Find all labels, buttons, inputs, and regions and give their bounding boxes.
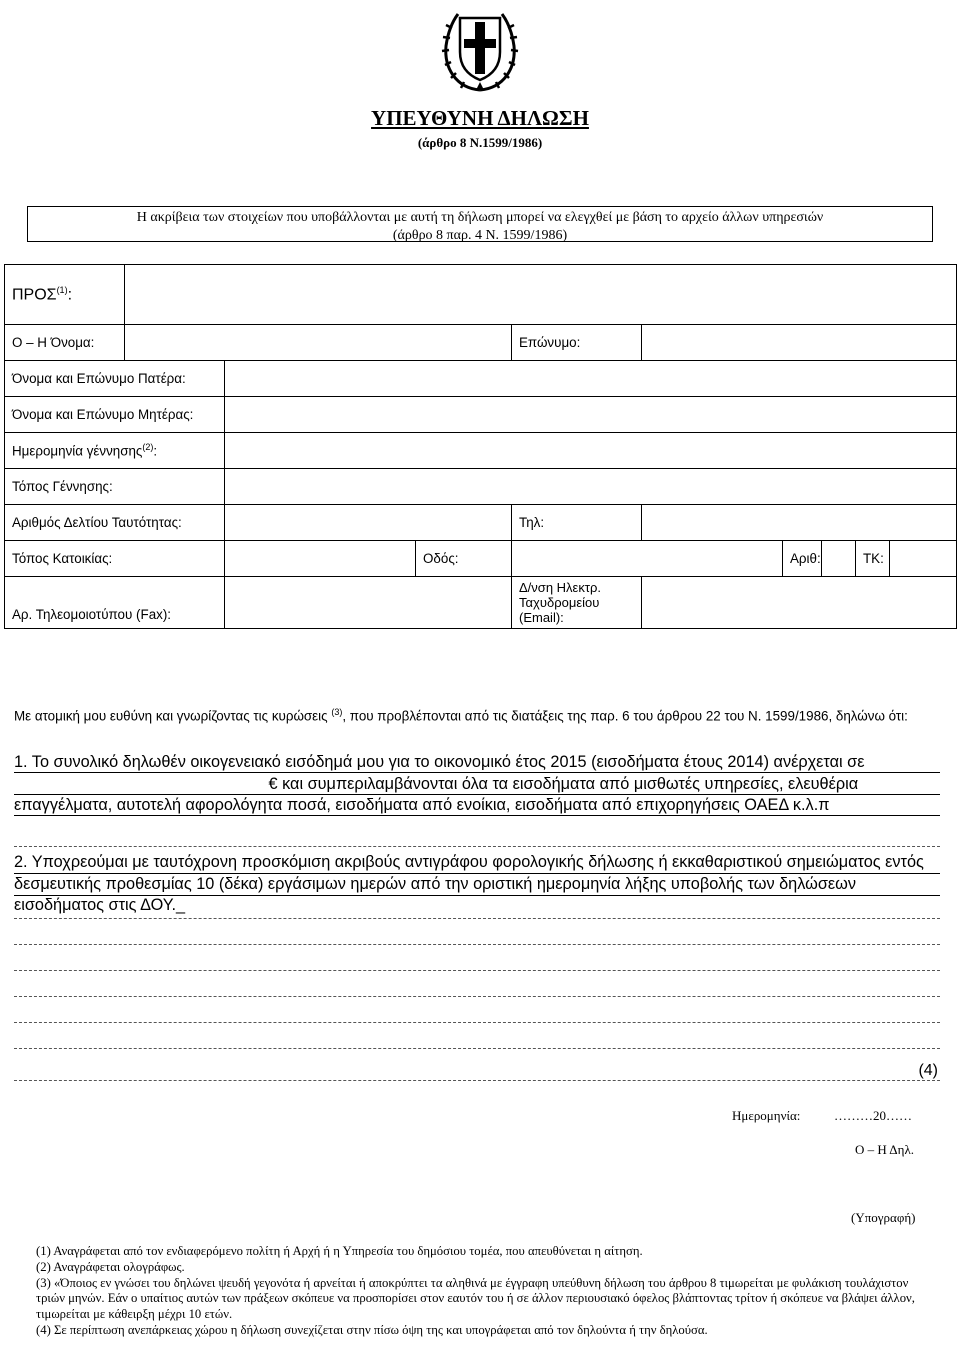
to-label-cell: ΠΡΟΣ$^{(1)}$: bbox=[5, 265, 125, 325]
name-field[interactable] bbox=[125, 325, 512, 361]
footnote-1: (1) Αναγράφεται από τον ενδιαφερόμενο πολίτη ή Αρχή ή η Υπηρεσία του δημόσιου τομέα, που απευθύνεται η αίτηση. bbox=[36, 1244, 643, 1258]
id-card-field[interactable] bbox=[225, 505, 512, 541]
declaration-intro: Με ατομική μου ευθύνη και γνωρίζοντας τις κυρώσεις $^{(3)}$, που προβλέπονται από τις διατάξεις της παρ. 6 του άρθρου 22 του Ν. 1599/1986, δηλώνω ότι: bbox=[14, 707, 908, 724]
item2-underline-1 bbox=[14, 873, 940, 874]
father-name-label: Όνομα και Επώνυμο Πατέρα: bbox=[5, 361, 225, 397]
name-label: Ο – Η Όνομα: bbox=[5, 325, 125, 361]
item2-separator bbox=[14, 918, 940, 919]
declaration-item-1: 1. Το συνολικό δηλωθέν οικογενειακό εισόδημά μου για το οικονομικό έτος 2015 (εισοδήματα έτους 2014) ανέρχεται σε € και συμπεριλαμβάνονται όλα τα εισοδήματα από μισθωτές υπηρεσίες, ελευθέρια επαγγέλματα, αυτοτελή αφορολόγητα ποσά, εισοδήματα από ενοίκια, εισοδήματα από επιχορηγήσεις ΟΑΕΔ κ.λ.π bbox=[14, 753, 865, 814]
email-label-line-2: Ταχυδρομείου bbox=[519, 595, 600, 610]
postcode-field[interactable] bbox=[890, 541, 957, 577]
surname-label: Επώνυμο: bbox=[512, 325, 642, 361]
street-field[interactable] bbox=[512, 541, 783, 577]
birth-date-label-cell: Ημερομηνία γέννησης$^{(2)}$: bbox=[5, 433, 225, 469]
footnote-2: (2) Αναγράφεται ολογράφως. bbox=[36, 1259, 185, 1274]
item1-underline-1 bbox=[14, 772, 940, 773]
item1-separator bbox=[14, 846, 940, 847]
date-field[interactable]: ………20…… bbox=[834, 1108, 912, 1123]
declarant-details-table bbox=[4, 264, 957, 629]
item2-underline-2 bbox=[14, 895, 940, 896]
fax-field[interactable] bbox=[225, 577, 512, 629]
email-label-line-1: Δ/νση Ηλεκτρ. bbox=[519, 580, 601, 595]
street-label: Οδός: bbox=[416, 541, 512, 577]
mother-name-label: Όνομα και Επώνυμο Μητέρας: bbox=[5, 397, 225, 433]
document-subtitle: (άρθρο 8 Ν.1599/1986) bbox=[417, 135, 543, 150]
signature-label: (Υπογραφή) bbox=[851, 1210, 916, 1225]
blank-line[interactable] bbox=[14, 996, 940, 997]
number-label: Αριθ: bbox=[783, 541, 822, 577]
birth-date-field[interactable] bbox=[225, 433, 957, 469]
declarant-label: Ο – Η Δηλ. bbox=[855, 1142, 915, 1157]
declaration-item-2: 2. Υποχρεούμαι με ταυτόχρονη προσκόμιση ακριβούς αντιγράφου φορολογικής δήλωσης ή εκκαθαριστικού σημειώματος εντός δεσμευτικής προθεσμίας 10 (δέκα) εργάσιμων ημερών από την οριστική ημερομηνία λήξης υποβολής των δηλώσεων εισοδήματος στις ΔΟΥ._ bbox=[14, 853, 924, 914]
email-label-line-3: (Email): bbox=[519, 610, 564, 625]
to-label: ΠΡΟΣ bbox=[12, 286, 57, 304]
postcode-label: ΤΚ: bbox=[856, 541, 890, 577]
blank-line[interactable] bbox=[14, 1048, 940, 1049]
blank-line[interactable] bbox=[14, 1080, 940, 1081]
surname-field[interactable] bbox=[642, 325, 957, 361]
item1-underline-3 bbox=[14, 815, 940, 816]
birth-place-field[interactable] bbox=[225, 469, 957, 505]
footnote-3: (3) «Όποιος εν γνώσει του δηλώνει ψευδή γεγονότα ή αρνείται ή αποκρύπτει τα αληθινά με έγγραφη υπεύθυνη δήλωση του άρθρου 8 τιμωρείται με φυλάκιση τουλάχιστον τριών μηνών. Εάν ο υπαίτιος αυτών των πράξεων σκόπευε να προσπορίσει στον εαυτόν του ή σε άλλον περιουσιακό όφελος βλάπτοντας τρίτον ή σκόπευε να βλάψει άλλον, τιμωρείται με κάθειρξη μέχρι 10 ετών. bbox=[36, 1275, 915, 1322]
phone-field[interactable] bbox=[642, 505, 957, 541]
mother-name-field[interactable] bbox=[225, 397, 957, 433]
blank-line[interactable] bbox=[14, 1022, 940, 1023]
residence-label: Τόπος Κατοικίας: bbox=[5, 541, 225, 577]
father-name-field[interactable] bbox=[225, 361, 957, 397]
phone-label: Τηλ: bbox=[512, 505, 642, 541]
document-title: ΥΠΕΥΘΥΝΗ ΔΗΛΩΣΗ bbox=[371, 106, 589, 130]
greek-emblem-icon bbox=[438, 6, 522, 94]
email-label-cell bbox=[512, 577, 642, 629]
number-field[interactable] bbox=[822, 541, 856, 577]
birth-place-label: Τόπος Γέννησης: bbox=[5, 469, 225, 505]
email-field[interactable] bbox=[642, 577, 957, 629]
footnotes bbox=[36, 1244, 936, 1339]
footnote-4: (4) Σε περίπτωση ανεπάρκειας χώρου η δήλωση συνεχίζεται στην πίσω όψη της και υπογράφεται από τον δηλούντα ή την δηλούσα. bbox=[36, 1322, 708, 1337]
date-label: Ημερομηνία: bbox=[732, 1108, 801, 1123]
footnote-4-marker: (4) bbox=[918, 1062, 938, 1079]
birth-date-label: Ημερομηνία γέννησης bbox=[12, 443, 143, 459]
id-card-label: Αριθμός Δελτίου Ταυτότητας: bbox=[5, 505, 225, 541]
item1-underline-2 bbox=[14, 794, 940, 795]
blank-line[interactable] bbox=[14, 944, 940, 945]
residence-field[interactable] bbox=[225, 541, 416, 577]
to-field[interactable] bbox=[125, 265, 957, 325]
blank-line[interactable] bbox=[14, 970, 940, 971]
notice-text: Η ακρίβεια των στοιχείων που υποβάλλονται με αυτή τη δήλωση μπορεί να ελεγχθεί με βάση το αρχείο άλλων υπηρεσιών (άρθρο 8 παρ. 4 Ν. 1599/1986) bbox=[136, 210, 824, 243]
fax-label: Αρ. Τηλεομοιοτύπου (Fax): bbox=[5, 577, 225, 629]
